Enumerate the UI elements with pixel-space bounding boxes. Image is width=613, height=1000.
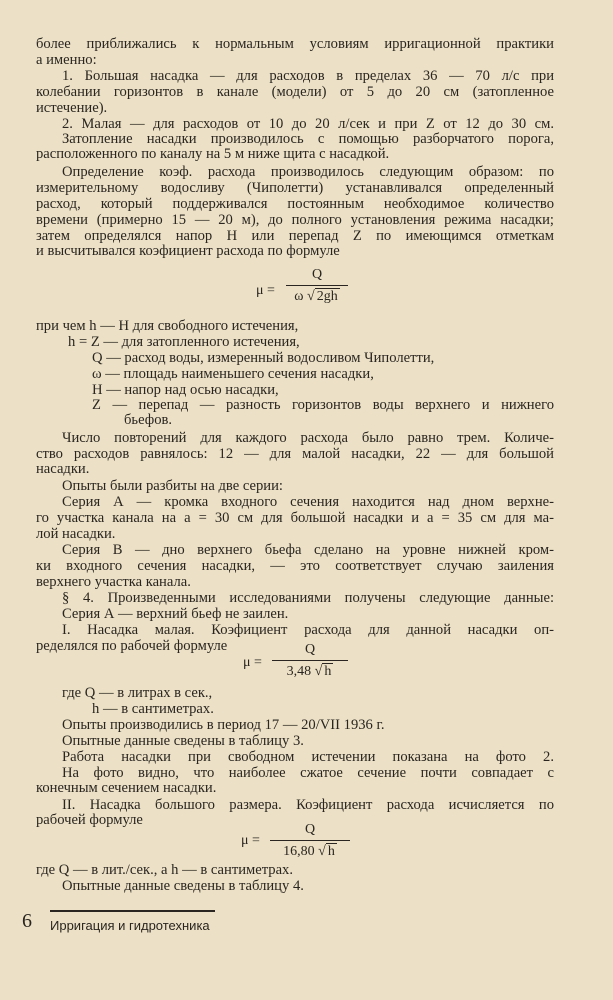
text-line: Число повторений для каждого расхода было равно трем. Количе- [62,430,554,446]
definition-line: Q — расход воды, измеренный водосливом Чиполетти, [92,350,435,366]
formula-1-fraction: Q ω √ 2gh [286,267,348,305]
definition-line: ω — площадь наименьшего сечения насадки, [92,366,374,382]
text-line: Затопление насадки производилось с помощью разборчатого порога, [62,131,554,147]
text-line: Опытные данные сведены в таблицу 3. [62,733,304,749]
text-line: ределялся по рабочей формуле [36,638,228,654]
text-line: лой насадки. [36,526,116,542]
text-line: расположенного по каналу на 5 м ниже щита с насадкой. [36,146,390,162]
text-line: где Q — в лит./сек., а h — в сантиметрах. [36,862,293,878]
text-line: На фото видно, что наиболее сжатое сечение почти совпадает с [62,765,554,781]
text-line: Опыты производились в период 17 — 20/VII 1936 г. [62,717,385,733]
footer-rule [50,910,215,912]
formula-2-fraction: Q 3,48 √ h [272,642,348,680]
text-line: затем определялся напор H или перепад Z по имеющимся отметкам [36,228,554,244]
formula-2-den-prefix: 3,48 [286,664,312,679]
text-line: 2. Малая — для расходов от 10 до 20 л/сек и при Z от 12 до 30 см. [62,116,554,132]
formula-1-numerator: Q [311,267,323,282]
definition-line: H — напор над осью насадки, [92,382,279,398]
formula-1-lhs: μ = [256,283,275,298]
text-line: расход, который поддерживался постоянным необходимое количество [36,196,554,212]
formula-2-lhs: μ = [243,655,262,670]
text-line: более приближались к нормальным условиям ирригационной практики [36,36,554,52]
definition-line: h = Z — для затопленного истечения, [68,334,300,350]
text-line: насадки. [36,461,90,477]
text-line: Опыты были разбиты на две серии: [62,478,283,494]
formula-3-den-prefix: 16,80 [283,844,315,859]
formula-2-numerator: Q [304,642,316,657]
definition-line: при чем h — H для свободного истечения, [36,318,299,334]
definition-line: Z — перепад — разность горизонтов воды верхнего и нижнего [92,397,554,413]
definition-line: бьефов. [124,412,173,428]
text-line: рабочей формуле [36,812,143,828]
text-line: Опытные данные сведены в таблицу 4. [62,878,304,894]
text-line: ки входного сечения насадки, — это соответствует случаю заиления [36,558,554,574]
formula-1-den-prefix: ω [294,289,304,304]
text-line: верхнего участка канала. [36,574,191,590]
formula-2-radicand: h [324,664,332,679]
journal-title: Ирригация и гидротехника [50,918,210,933]
text-line: и высчитывался коэфициент расхода по формуле [36,243,340,259]
text-line: Серия А — кромка входного сечения находится над дном верхне- [62,494,554,510]
text-line: го участка канала на a = 30 см для большой насадки и a = 35 см для ма- [36,510,554,526]
text-line: измерительному водосливу (Чиполетти) устанавливался определенный [36,180,554,196]
text-line: I. Насадка малая. Коэфициент расхода для данной насадки оп- [62,622,554,638]
text-line: времени (примерно 15 — 20 м), до полного установления режима насадки; [36,212,554,228]
page-number: 6 [22,910,32,932]
text-line: где Q — в литрах в сек., [62,685,213,701]
text-line: II. Насадка большого размера. Коэфициент расхода исчисляется по [62,797,554,813]
text-line: а именно: [36,52,97,68]
text-line: § 4. Произведенными исследованиями получены следующие данные: [62,590,554,606]
formula-1-radicand: 2gh [316,289,338,304]
text-line: Работа насадки при свободном истечении показана на фото 2. [62,749,554,765]
formula-3-radicand: h [327,844,335,859]
text-line: h — в сантиметрах. [92,701,214,717]
formula-3-fraction: Q 16,80 √ h [270,822,350,860]
text-line: конечным сечением насадки. [36,780,217,796]
text-line: 1. Большая насадка — для расходов в пределах 36 — 70 л/с при [62,68,554,84]
text-line: ство расходов равнялось: 12 — для малой насадки, 22 — для большой [36,446,554,462]
formula-3-lhs: μ = [241,833,260,848]
text-line: Определение коэф. расхода производилось следующим образом: по [62,164,554,180]
text-line: колебании горизонтов в канале (модели) от 5 до 20 см (затопленное [36,84,554,100]
text-line: Серия В — дно верхнего бьефа сделано на уровне нижней кром- [62,542,554,558]
text-line: истечение). [36,100,108,116]
formula-3-numerator: Q [304,822,316,837]
text-line: Серия А — верхний бьеф не заилен. [62,606,289,622]
